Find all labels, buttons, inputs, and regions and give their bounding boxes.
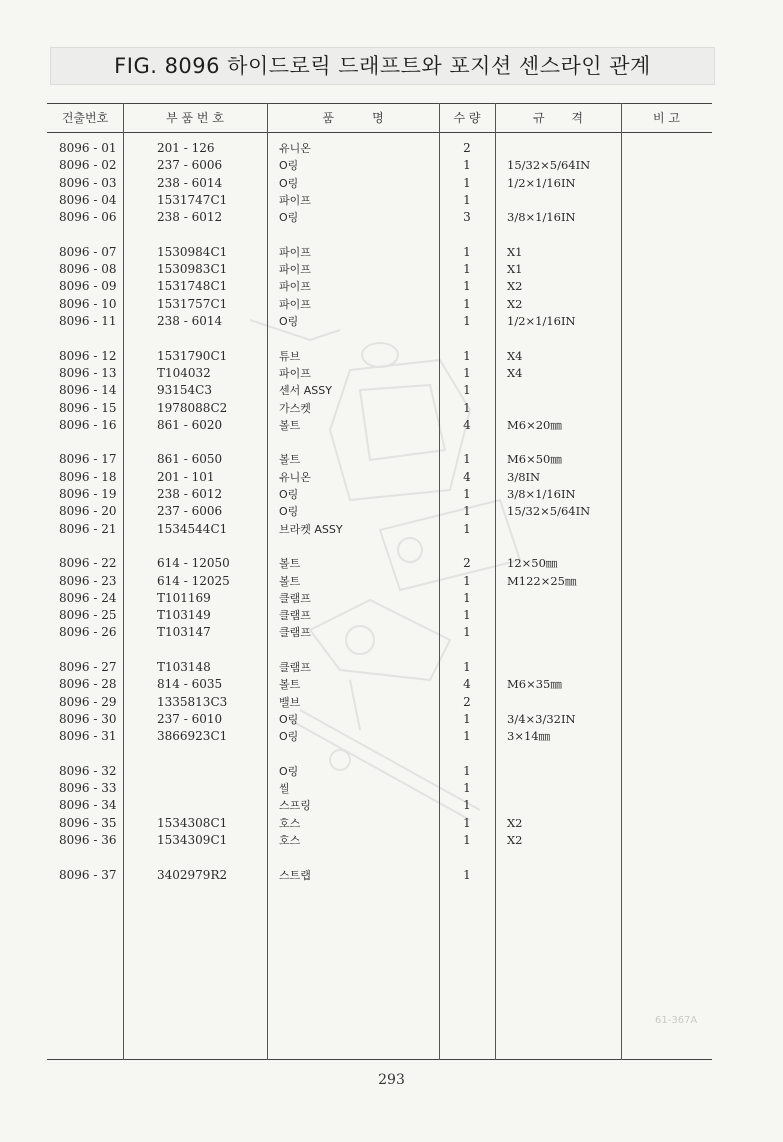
table-row (47, 711, 712, 728)
quantity-cell: 2 (463, 694, 471, 709)
part-no-cell: 1335813C3 (157, 694, 228, 709)
table-row (47, 555, 712, 572)
ref-no-cell: 8096 - 15 (59, 400, 117, 415)
quantity-cell: 1 (463, 175, 471, 190)
quantity-cell: 1 (463, 348, 471, 363)
part-no-cell: 1530984C1 (157, 244, 228, 259)
ref-no-cell: 8096 - 08 (59, 262, 117, 277)
part-no-cell: T103148 (157, 660, 211, 674)
specification-cell: M6×35㎜ (507, 677, 562, 692)
part-name-cell: 파이프 (279, 366, 311, 380)
header-part-no: 부 품 번 호 (166, 111, 224, 125)
ref-no-cell: 8096 - 20 (59, 504, 117, 519)
table-row (47, 175, 712, 192)
table-row (47, 815, 712, 832)
quantity-cell: 1 (463, 365, 471, 380)
part-no-cell: 861 - 6050 (157, 452, 223, 467)
title-box (50, 47, 715, 85)
specification-cell: X1 (507, 262, 523, 277)
specification-cell: 12×50㎜ (507, 556, 558, 571)
ref-no-cell: 8096 - 18 (59, 469, 117, 484)
quantity-cell: 1 (463, 314, 471, 328)
part-name-cell: 스프링 (279, 799, 311, 813)
part-name-cell: 호스 (279, 816, 301, 830)
table-row (47, 503, 712, 520)
specification-cell: 15/32×5/64IN (507, 504, 591, 519)
specification-cell: 15/32×5/64IN (507, 158, 591, 173)
quantity-cell: 1 (463, 815, 471, 830)
specification-cell: X2 (507, 296, 523, 311)
ref-no-cell: 8096 - 11 (59, 314, 117, 328)
quantity-cell: 1 (463, 573, 471, 588)
table-row (47, 365, 712, 382)
part-no-cell: 238 - 6014 (157, 314, 223, 328)
part-no-cell: 861 - 6020 (157, 417, 223, 432)
part-name-cell: 유니온 (279, 470, 311, 484)
quantity-cell: 1 (463, 487, 471, 501)
table-row (47, 157, 712, 174)
specification-cell: 3/8×1/16IN (507, 210, 576, 225)
specification-cell: X2 (507, 279, 523, 294)
part-no-cell: T104032 (157, 365, 211, 380)
part-no-cell: 614 - 12050 (157, 556, 230, 571)
part-name-cell: 클램프 (279, 609, 311, 623)
part-no-cell: 238 - 6014 (157, 175, 223, 190)
part-no-cell: 237 - 6010 (157, 711, 223, 726)
part-name-cell: 파이프 (279, 193, 311, 207)
part-name-cell: 센서 ASSY (279, 384, 332, 398)
part-no-cell: T103149 (157, 608, 211, 623)
ref-no-cell: 8096 - 30 (59, 711, 117, 726)
specification-cell: 3/8×1/16IN (507, 487, 576, 501)
part-name-cell: O링 (279, 488, 299, 501)
quantity-cell: 1 (463, 158, 471, 173)
part-name-cell: 호스 (279, 834, 301, 847)
quantity-cell: 1 (463, 521, 471, 536)
quantity-cell: 2 (463, 556, 471, 571)
quantity-cell: 1 (463, 296, 471, 311)
part-no-cell: 201 - 126 (157, 141, 215, 155)
quantity-cell: 1 (463, 867, 471, 882)
ref-no-cell: 8096 - 10 (59, 296, 117, 311)
quantity-cell: 1 (463, 711, 471, 726)
quantity-cell: 4 (463, 469, 471, 484)
ref-no-cell: 8096 - 21 (59, 521, 117, 536)
table-row (47, 348, 712, 365)
specification-cell: M6×50㎜ (507, 452, 562, 467)
table-row (47, 590, 712, 607)
table-row (47, 624, 712, 641)
part-name-cell: 브라켓 ASSY (279, 522, 343, 536)
part-name-cell: O링 (279, 764, 299, 778)
table-row (47, 676, 712, 693)
ref-no-cell: 8096 - 35 (59, 815, 117, 830)
part-name-cell: 클램프 (279, 661, 311, 674)
part-no-cell: 814 - 6035 (157, 677, 223, 692)
ref-no-cell: 8096 - 34 (59, 798, 117, 813)
specification-cell: X1 (507, 244, 523, 259)
quantity-cell: 1 (463, 279, 471, 294)
quantity-cell: 1 (463, 781, 471, 796)
table-row (47, 832, 712, 849)
part-no-cell: 3866923C1 (157, 729, 228, 744)
part-name-cell: O링 (279, 315, 299, 328)
table-row (47, 797, 712, 814)
table-row (47, 261, 712, 278)
quantity-cell: 1 (463, 383, 471, 398)
quantity-cell: 1 (463, 625, 471, 640)
ref-no-cell: 8096 - 36 (59, 833, 117, 847)
ref-no-cell: 8096 - 04 (59, 192, 117, 207)
ref-no-cell: 8096 - 12 (59, 348, 117, 363)
ref-no-cell: 8096 - 37 (59, 867, 117, 882)
table-row (47, 728, 712, 745)
page-number: 293 (378, 1072, 405, 1088)
part-no-cell: 1531748C1 (157, 279, 228, 294)
table-row (47, 417, 712, 434)
part-name-cell: O링 (279, 712, 299, 726)
ref-no-cell: 8096 - 19 (59, 487, 117, 501)
quantity-cell: 1 (463, 262, 471, 277)
quantity-cell: 1 (463, 833, 471, 847)
quantity-cell: 4 (463, 677, 471, 692)
table-row (47, 140, 712, 157)
page-title: FIG. 8096 하이드로릭 드래프트와 포지션 센스라인 관계 (114, 54, 651, 78)
part-name-cell: 볼트 (279, 418, 301, 432)
part-name-cell: 파이프 (279, 245, 311, 259)
part-no-cell: 93154C3 (157, 383, 212, 398)
part-no-cell: 237 - 6006 (157, 504, 223, 519)
specification-cell: M6×20㎜ (507, 417, 562, 432)
part-no-cell: 1534308C1 (157, 815, 228, 830)
table-row (47, 469, 712, 486)
specification-cell: X2 (507, 815, 523, 830)
part-name-cell: 가스켓 (279, 401, 311, 415)
table-row (47, 451, 712, 468)
ref-no-cell: 8096 - 17 (59, 452, 117, 467)
ref-no-cell: 8096 - 06 (59, 210, 117, 225)
ref-no-cell: 8096 - 01 (59, 141, 117, 155)
part-name-cell: 클램프 (279, 626, 311, 640)
table-row (47, 192, 712, 209)
ref-no-cell: 8096 - 32 (59, 763, 117, 778)
specification-cell: M122×25㎜ (507, 573, 577, 588)
quantity-cell: 1 (463, 452, 471, 467)
quantity-cell: 1 (463, 729, 471, 744)
header-remarks: 비 고 (653, 111, 680, 125)
header-quantity: 수 량 (453, 111, 481, 125)
ref-no-cell: 8096 - 26 (59, 625, 117, 640)
quantity-cell: 1 (463, 590, 471, 605)
table-row (47, 763, 712, 780)
table-row (47, 209, 712, 226)
part-no-cell: 238 - 6012 (157, 210, 223, 225)
ref-no-cell: 8096 - 02 (59, 158, 117, 173)
quantity-cell: 4 (463, 417, 471, 432)
part-name-cell: O링 (279, 730, 299, 744)
part-no-cell: 201 - 101 (157, 469, 215, 484)
part-name-cell: 파이프 (279, 297, 311, 311)
diagram-stamp: 61-367A (655, 1015, 698, 1026)
part-name-cell: 클램프 (279, 591, 311, 605)
ref-no-cell: 8096 - 22 (59, 556, 117, 571)
part-no-cell: 1531747C1 (157, 192, 228, 207)
table-bottom-rule (47, 1059, 712, 1060)
table-row (47, 382, 712, 399)
part-name-cell: 스트랩 (279, 868, 311, 882)
quantity-cell: 1 (463, 608, 471, 623)
table-row (47, 607, 712, 624)
quantity-cell: 1 (463, 192, 471, 207)
part-name-cell: O링 (279, 211, 299, 225)
ref-no-cell: 8096 - 23 (59, 573, 117, 588)
part-name-cell: 파이프 (279, 280, 311, 294)
table-row (47, 400, 712, 417)
header-ref-no: 건출번호 (61, 111, 109, 125)
ref-no-cell: 8096 - 28 (59, 677, 117, 692)
quantity-cell: 1 (463, 244, 471, 259)
ref-no-cell: 8096 - 24 (59, 590, 117, 605)
quantity-cell: 2 (463, 141, 471, 155)
ref-no-cell: 8096 - 25 (59, 608, 117, 623)
part-name-cell: 유니온 (279, 142, 311, 155)
specification-cell: 1/2×1/16IN (507, 314, 576, 328)
quantity-cell: 1 (463, 400, 471, 415)
table-row (47, 659, 712, 676)
specification-cell: 3×14㎜ (507, 729, 551, 744)
quantity-cell: 1 (463, 798, 471, 813)
part-name-cell: 파이프 (279, 263, 311, 277)
ref-no-cell: 8096 - 29 (59, 694, 117, 709)
part-name-cell: O링 (279, 505, 299, 519)
part-no-cell: 1531790C1 (157, 348, 228, 363)
ref-no-cell: 8096 - 31 (59, 729, 117, 744)
part-name-cell: 볼트 (279, 678, 301, 692)
part-name-cell: O링 (279, 159, 299, 173)
ref-no-cell: 8096 - 16 (59, 417, 117, 432)
specification-cell: X4 (507, 365, 523, 380)
part-name-cell: 볼트 (279, 557, 301, 571)
ref-no-cell: 8096 - 03 (59, 175, 117, 190)
part-name-cell: O링 (279, 176, 299, 190)
part-no-cell: 1534309C1 (157, 833, 228, 847)
quantity-cell: 1 (463, 763, 471, 778)
table-row (47, 694, 712, 711)
specification-cell: 3/4×3/32IN (507, 711, 576, 726)
part-no-cell: 3402979R2 (157, 867, 228, 882)
part-no-cell: 614 - 12025 (157, 573, 230, 588)
ref-no-cell: 8096 - 13 (59, 365, 117, 380)
part-name-cell: 밸브 (279, 695, 301, 709)
part-no-cell: T101169 (157, 590, 211, 605)
header-part-name: 품 명 (322, 111, 384, 125)
ref-no-cell: 8096 - 14 (59, 383, 117, 398)
table-row (47, 780, 712, 797)
table-row (47, 244, 712, 261)
ref-no-cell: 8096 - 09 (59, 279, 117, 294)
quantity-cell: 1 (463, 660, 471, 674)
part-name-cell: 튜브 (279, 349, 301, 363)
specification-cell: 3/8IN (507, 469, 541, 484)
part-name-cell: 볼트 (279, 453, 301, 467)
ref-no-cell: 8096 - 33 (59, 781, 117, 796)
table-row (47, 573, 712, 590)
table-row (47, 278, 712, 295)
part-name-cell: 볼트 (279, 574, 301, 588)
part-no-cell: 1531757C1 (157, 296, 228, 311)
ref-no-cell: 8096 - 07 (59, 244, 117, 259)
quantity-cell: 3 (463, 210, 471, 225)
header-specification: 규 격 (533, 111, 583, 125)
part-name-cell: 씰 (279, 782, 290, 796)
part-no-cell: 1978088C2 (157, 400, 228, 415)
part-no-cell: 1530983C1 (157, 262, 228, 277)
specification-cell: X2 (507, 833, 523, 847)
specification-cell: X4 (507, 348, 523, 363)
specification-cell: 1/2×1/16IN (507, 175, 576, 190)
table-row (47, 521, 712, 538)
table-row (47, 313, 712, 330)
part-no-cell: 1534544C1 (157, 521, 228, 536)
parts-table (47, 103, 712, 1060)
table-row (47, 486, 712, 503)
table-row (47, 296, 712, 313)
part-no-cell: 238 - 6012 (157, 487, 223, 501)
part-no-cell: 237 - 6006 (157, 158, 223, 173)
quantity-cell: 1 (463, 504, 471, 519)
table-row (47, 867, 712, 884)
part-no-cell: T103147 (157, 625, 211, 640)
ref-no-cell: 8096 - 27 (59, 660, 117, 674)
